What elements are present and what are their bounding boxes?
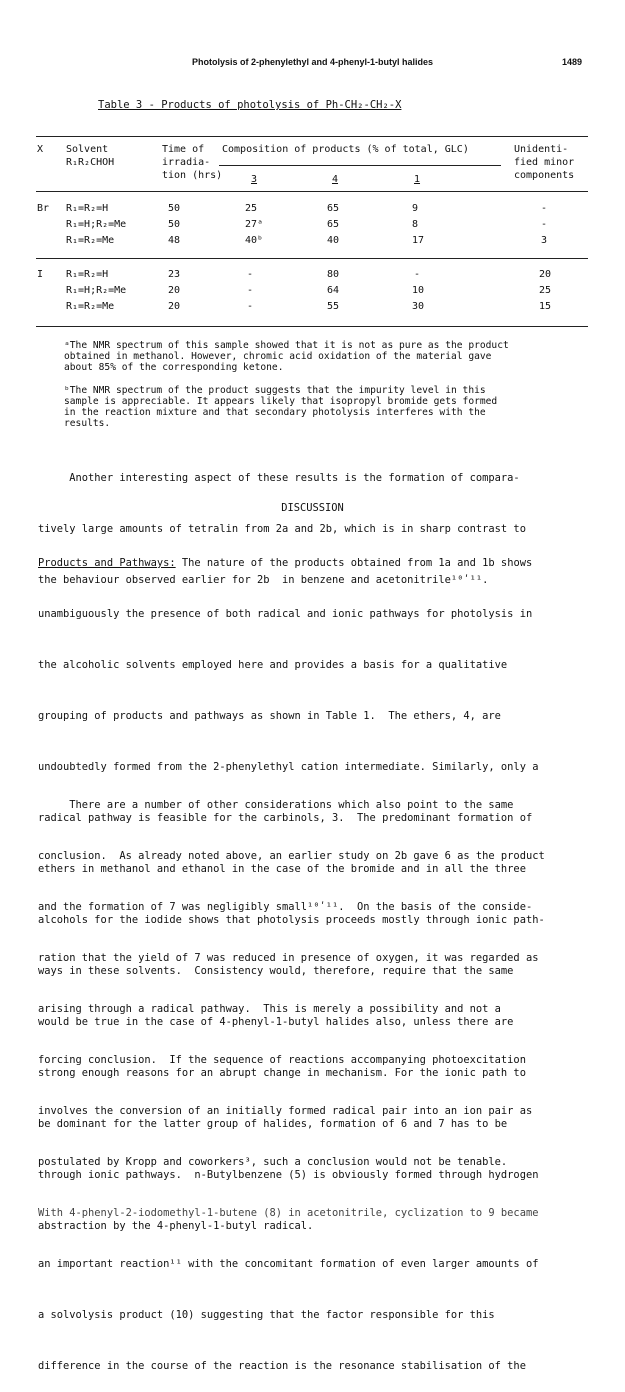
body-line: be dominant for the latter group of halides, formation of 6 and 7 has to be <box>38 1118 508 1130</box>
table-cell-c4: 40 <box>327 235 340 246</box>
body-line: unambiguously the presence of both radical and ionic pathways for photolysis in <box>38 608 533 620</box>
body-line: ethers in methanol and ethanol in the case of the bromide and in all the three <box>38 863 526 875</box>
col-head-time-line: Time of <box>162 144 205 155</box>
table-cell-c1: 8 <box>412 219 419 230</box>
col-head-1: 1 <box>413 174 421 185</box>
body-line: There are a number of other considerations which also point to the same <box>38 799 514 811</box>
discussion-lead: Products and Pathways: <box>38 557 176 569</box>
table-cell-c4: 65 <box>327 219 340 230</box>
footnote-b <box>64 385 590 429</box>
table-cell-c4: 55 <box>327 301 340 312</box>
footnote-line: about 85% of the corresponding ketone. <box>64 362 284 373</box>
table-cell-unid: 25 <box>539 285 552 296</box>
table-cell-unid: 3 <box>541 235 548 246</box>
col-head-unid-line: Unidenti- <box>514 144 569 155</box>
body-line: undoubtedly formed from the 2-phenylethyl cation intermediate. Similarly, only a <box>38 761 539 773</box>
body-line: forcing conclusion. If the sequence of reactions accompanying photoexcitation <box>38 1054 526 1066</box>
table-cell-time: 20 <box>168 301 181 312</box>
table-cell-solvent: R₁=R₂=Me <box>66 301 115 312</box>
running-header: Photolysis of 2-phenylethyl and 4-phenyl-1-butyl halides <box>191 57 434 67</box>
table-cell-c1: - <box>414 269 421 280</box>
table-header-rule <box>36 191 588 192</box>
body-line: the alcoholic solvents employed here and provides a basis for a qualitative <box>38 659 508 671</box>
table-cell-c3: 27ᵃ <box>245 219 264 230</box>
table-cell-solvent: R₁=H;R₂=Me <box>66 285 127 296</box>
body-line: tively large amounts of tetralin from 2a and 2b, which is in sharp contrast to <box>38 523 526 535</box>
body-line <box>38 555 545 572</box>
body-line-text: The nature of the products obtained from 1a and 1b shows <box>175 557 533 569</box>
body-line: radical pathway is feasible for the carbinols, 3. The predominant formation of <box>38 812 533 824</box>
table-cell-unid: - <box>541 219 548 230</box>
body-line: Another interesting aspect of these results is the formation of compara- <box>38 472 520 484</box>
section-heading: DISCUSSION <box>281 502 344 514</box>
group-label-br: Br <box>37 203 50 214</box>
table-cell-time: 50 <box>168 219 181 230</box>
body-line: postulated by Kropp and coworkers³, such a conclusion would not be tenable. <box>38 1156 508 1168</box>
col-head-unidentified <box>514 143 574 182</box>
table-cell-time: 48 <box>168 235 181 246</box>
col-head-time <box>162 143 222 182</box>
table-cell-c3: 25 <box>245 203 258 214</box>
table-cell-c1: 17 <box>412 235 425 246</box>
table-cell-c4: 64 <box>327 285 340 296</box>
col-head-unid-line: components <box>514 170 575 181</box>
footnote-line: results. <box>64 418 111 429</box>
body-line: conclusion. As already noted above, an earlier study on 2b gave 6 as the product <box>38 850 545 862</box>
table-bottom-rule <box>36 326 588 327</box>
col-head-time-line: tion (hrs) <box>162 170 223 181</box>
table-cell-time: 23 <box>168 269 181 280</box>
table-cell-c1: 30 <box>412 301 425 312</box>
body-line: With 4-phenyl-2-iodomethyl-1-butene (8) in acetonitrile, cyclization to 9 became <box>38 1207 539 1219</box>
table-cell-c1: 9 <box>412 203 419 214</box>
body-line: grouping of products and pathways as shown in Table 1. The ethers, 4, are <box>38 710 501 722</box>
col-head-solvent <box>66 143 114 169</box>
table-cell-time: 20 <box>168 285 181 296</box>
footnote-line: ᵇThe NMR spectrum of the product suggests that the impurity level in this <box>64 385 486 396</box>
table-cell-solvent: R₁=R₂=H <box>66 203 109 214</box>
body-line: ration that the yield of 7 was reduced in presence of oxygen, it was regarded as <box>38 952 539 964</box>
body-line: an important reaction¹¹ with the concomitant formation of even larger amounts of <box>38 1258 539 1270</box>
table-cell-c3: - <box>247 301 254 312</box>
table-cell-time: 50 <box>168 203 181 214</box>
body-line: involves the conversion of an initially formed radical pair into an ion pair as <box>38 1105 533 1117</box>
col-head-3: 3 <box>250 174 258 185</box>
col-head-x: X <box>37 144 44 155</box>
table-cell-unid: 20 <box>539 269 552 280</box>
table-group-rule <box>36 258 588 259</box>
body-line: alcohols for the iodide shows that photolysis proceeds mostly through ionic path- <box>38 914 545 926</box>
body-line: the behaviour observed earlier for 2b in benzene and acetonitrile¹⁰ʹ¹¹. <box>38 574 489 586</box>
table-cell-solvent: R₁=H;R₂=Me <box>66 219 127 230</box>
body-line: would be true in the case of 4-phenyl-1-butyl halides also, unless there are <box>38 1016 514 1028</box>
col-head-composition: Composition of products (% of total, GLC) <box>222 144 469 155</box>
paragraph-3 <box>38 763 545 1392</box>
col-head-4: 4 <box>331 174 339 185</box>
body-line: arising through a radical pathway. This is merely a possibility and not a <box>38 1003 501 1015</box>
table-top-rule <box>36 136 588 137</box>
footnote-line: in the reaction mixture and that secondary photolysis interferes with the <box>64 407 486 418</box>
composition-rule <box>219 165 501 166</box>
table-cell-c4: 80 <box>327 269 340 280</box>
table-cell-c3: 40ᵇ <box>245 235 264 246</box>
footnote-a <box>64 340 590 373</box>
table-cell-c4: 65 <box>327 203 340 214</box>
group-label-i: I <box>37 269 44 280</box>
body-line: difference in the course of the reaction is the resonance stabilisation of the <box>38 1360 526 1372</box>
footnote-line: sample is appreciable. It appears likely that isopropyl bromide gets formed <box>64 396 498 407</box>
col-head-solvent-line: R₁R₂CHOH <box>66 157 115 168</box>
table-cell-solvent: R₁=R₂=Me <box>66 235 115 246</box>
body-line: through ionic pathways. n-Butylbenzene (5) is obviously formed through hydrogen <box>38 1169 539 1181</box>
table-caption-text: Table 3 - Products of photolysis of Ph-CH₂-CH₂-X <box>98 99 402 111</box>
table-cell-unid: - <box>541 203 548 214</box>
body-line: and the formation of 7 was negligibly small¹⁰ʹ¹¹. On the basis of the conside- <box>38 901 533 913</box>
body-line: abstraction by the 4-phenyl-1-butyl radical. <box>38 1220 314 1232</box>
body-line: ways in these solvents. Consistency would, therefore, require that the same <box>38 965 514 977</box>
table-cell-c1: 10 <box>412 285 425 296</box>
table-cell-c3: - <box>247 285 254 296</box>
table-cell-solvent: R₁=R₂=H <box>66 269 109 280</box>
footnote-line: obtained in methanol. However, chromic acid oxidation of the material gave <box>64 351 492 362</box>
footnote-line: ᵃThe NMR spectrum of this sample showed that it is not as pure as the product <box>64 340 509 351</box>
col-head-time-line: irradia- <box>162 157 211 168</box>
page-number: 1489 <box>562 57 583 67</box>
col-head-unid-line: fied minor <box>514 157 575 168</box>
col-head-solvent-line: Solvent <box>66 144 109 155</box>
body-line: strong enough reasons for an abrupt change in mechanism. For the ionic path to <box>38 1067 526 1079</box>
table-cell-unid: 15 <box>539 301 552 312</box>
body-line: a solvolysis product (10) suggesting that the factor responsible for this <box>38 1309 495 1321</box>
table-cell-c3: - <box>247 269 254 280</box>
table-caption <box>98 99 401 112</box>
